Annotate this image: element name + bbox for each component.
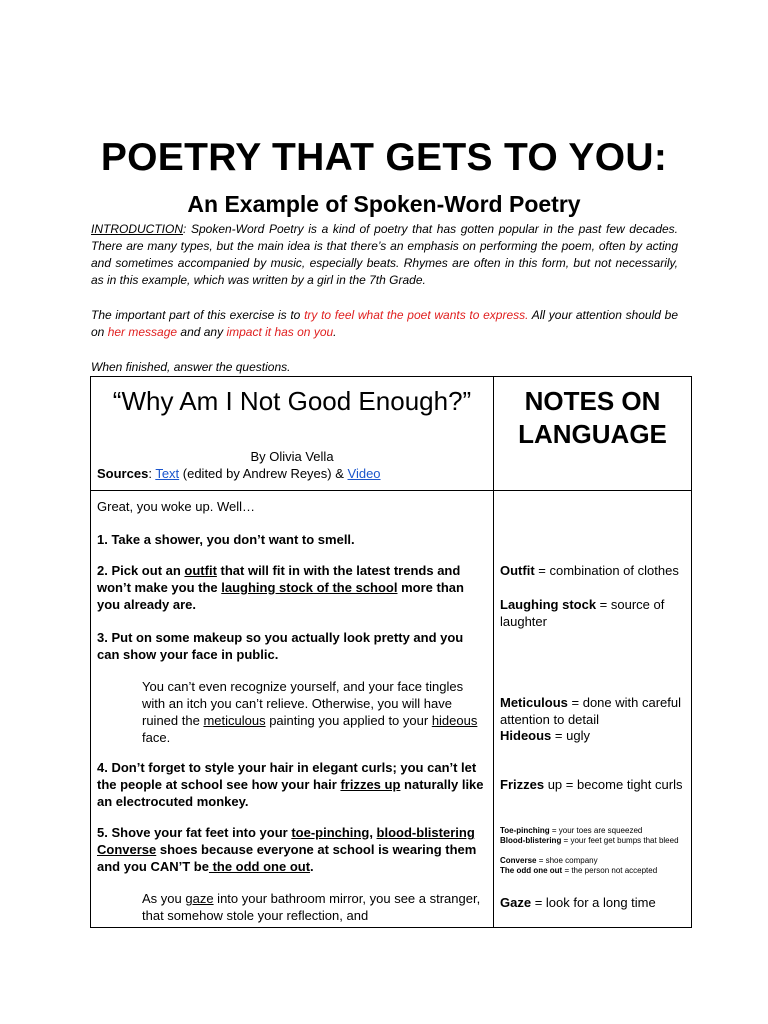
poem-text: As you (142, 891, 186, 906)
page-title: POETRY THAT GETS TO YOU: (100, 136, 668, 179)
poem-sources (97, 465, 381, 482)
glossary-entry (500, 694, 688, 728)
poem-text: into your bathroom mirror, you see a stranger, that somehow stole your reflection, and (142, 891, 481, 923)
poem-text: You can’t even recognize yourself, and your face tingles with an itch you can’t relieve. Otherwise, you will have ruined the (142, 679, 464, 728)
glossary-definition: = source of laughter (500, 597, 665, 629)
poem-author: By Olivia Vella (250, 449, 334, 464)
poem-text: painting you applied to your (265, 713, 432, 728)
glossary-term: Meticulous (500, 695, 568, 710)
glossary-entry (500, 596, 688, 630)
glossary-term: The odd one out (500, 866, 563, 875)
glossary-entry (500, 776, 688, 793)
row-divider (91, 490, 691, 491)
poem-text: that will fit in with the latest trends and won’t make you the (97, 563, 461, 595)
poem-text: , (369, 825, 377, 840)
video-source-link[interactable]: Video (347, 466, 381, 481)
glossary-entry (500, 866, 688, 876)
editor-credit: (edited by Andrew Reyes) & (179, 466, 348, 481)
page-subtitle: An Example of Spoken-Word Poetry (187, 191, 581, 217)
glossary-term: Frizzes (500, 777, 545, 792)
answer-instruction (91, 359, 678, 376)
column-divider (493, 377, 494, 927)
instructions-text: The important part of this exercise is to (91, 308, 305, 322)
glossary-definition: up = become tight curls (544, 777, 683, 792)
glossary-entry (500, 856, 688, 866)
glossary-entry (500, 562, 688, 579)
glossary-term: Converse (500, 856, 537, 865)
poem-stanza (142, 678, 488, 746)
glossary-entry (500, 894, 688, 911)
poem-line: Great, you woke up. Well… (97, 499, 255, 514)
vocab-word: outfit (184, 563, 217, 578)
introduction-text: : Spoken-Word Poetry is a kind of poetry that has gotten popular in the past few decades. There are many types, but the main idea is that there’s an emphasis on performing the poem, often by acting and sometimes accompanied by music, especially beats. Rhymes are often in this form, but not necessarily, as in this example, which was written by a girl in the 7th Grade. (91, 222, 678, 287)
glossary-definition: = done with careful attention to detail (500, 695, 682, 727)
poem-stanza (142, 890, 488, 924)
poem-line: 3. Put on some makeup so you actually look pretty and you can show your face in public. (97, 630, 464, 662)
introduction-label: INTRODUCTION (91, 222, 183, 236)
glossary-definition: = combination of clothes (534, 563, 679, 578)
glossary-definition: = shoe company (536, 856, 598, 865)
instructions-text: . (333, 325, 337, 339)
glossary-term: Gaze (500, 895, 532, 910)
poem-title: “Why Am I Not Good Enough?” (112, 386, 472, 416)
glossary-definition: = your feet get bumps that bleed (561, 836, 679, 845)
vocab-word: frizzes up (340, 777, 401, 792)
introduction-paragraph (91, 221, 678, 289)
glossary-entry (500, 836, 688, 846)
vocab-word: laughing stock of the school (221, 580, 398, 595)
vocab-word: Converse (97, 842, 157, 857)
instructions-text: and any (177, 325, 227, 339)
glossary-term: Outfit (500, 563, 535, 578)
poem-line: 1. Take a shower, you don’t want to smell. (97, 532, 355, 547)
glossary-definition: = ugly (551, 728, 590, 743)
highlight-text: impact it has on you (226, 325, 334, 339)
vocab-word: gaze (185, 891, 214, 906)
sources-separator: : (148, 466, 156, 481)
highlight-text: her message (107, 325, 178, 339)
glossary-term: Toe-pinching (500, 826, 550, 835)
glossary-entry (500, 727, 688, 744)
vocab-word: blood-blistering (376, 825, 475, 840)
poem-line (97, 562, 489, 613)
poem-text: face. (142, 730, 171, 745)
vocab-word: hideous (431, 713, 478, 728)
poem-text: more than you already are. (97, 580, 464, 612)
text-source-link[interactable]: Text (155, 466, 180, 481)
poem-table (90, 376, 692, 928)
vocab-word: meticulous (203, 713, 266, 728)
poem-text: shoes because everyone at school is wearing them and you CAN’T be (97, 842, 477, 874)
sources-label: Sources (97, 466, 149, 481)
instructions-text: All your attention should be on (91, 308, 678, 339)
poem-text: 5. Shove your fat feet into your (97, 825, 292, 840)
answer-instruction-text: When finished, answer the questions. (91, 360, 291, 374)
glossary-definition: = your toes are squeezed (549, 826, 643, 835)
poem-text: 4. Don’t forget to style your hair in elegant curls; you can’t let the people at school see how your hair (97, 760, 477, 792)
glossary-term: Hideous (500, 728, 552, 743)
poem-text: 2. Pick out an (97, 563, 185, 578)
vocab-word: toe-pinching (291, 825, 370, 840)
glossary-term: Laughing stock (500, 597, 597, 612)
poem-text: . (310, 859, 314, 874)
glossary-definition: = look for a long time (531, 895, 656, 910)
poem-line (97, 824, 489, 875)
highlight-text: try to feel what the poet wants to express. (304, 308, 529, 322)
glossary-entry (500, 826, 688, 836)
poem-line (97, 759, 489, 810)
poem-text: naturally like an electrocuted monkey. (97, 777, 484, 809)
vocab-word: the odd one out (208, 859, 311, 874)
instructions-paragraph (91, 307, 678, 341)
glossary-definition: = the person not accepted (562, 866, 658, 875)
notes-title: NOTES ON LANGUAGE (518, 386, 667, 449)
glossary-term: Blood-blistering (500, 836, 562, 845)
